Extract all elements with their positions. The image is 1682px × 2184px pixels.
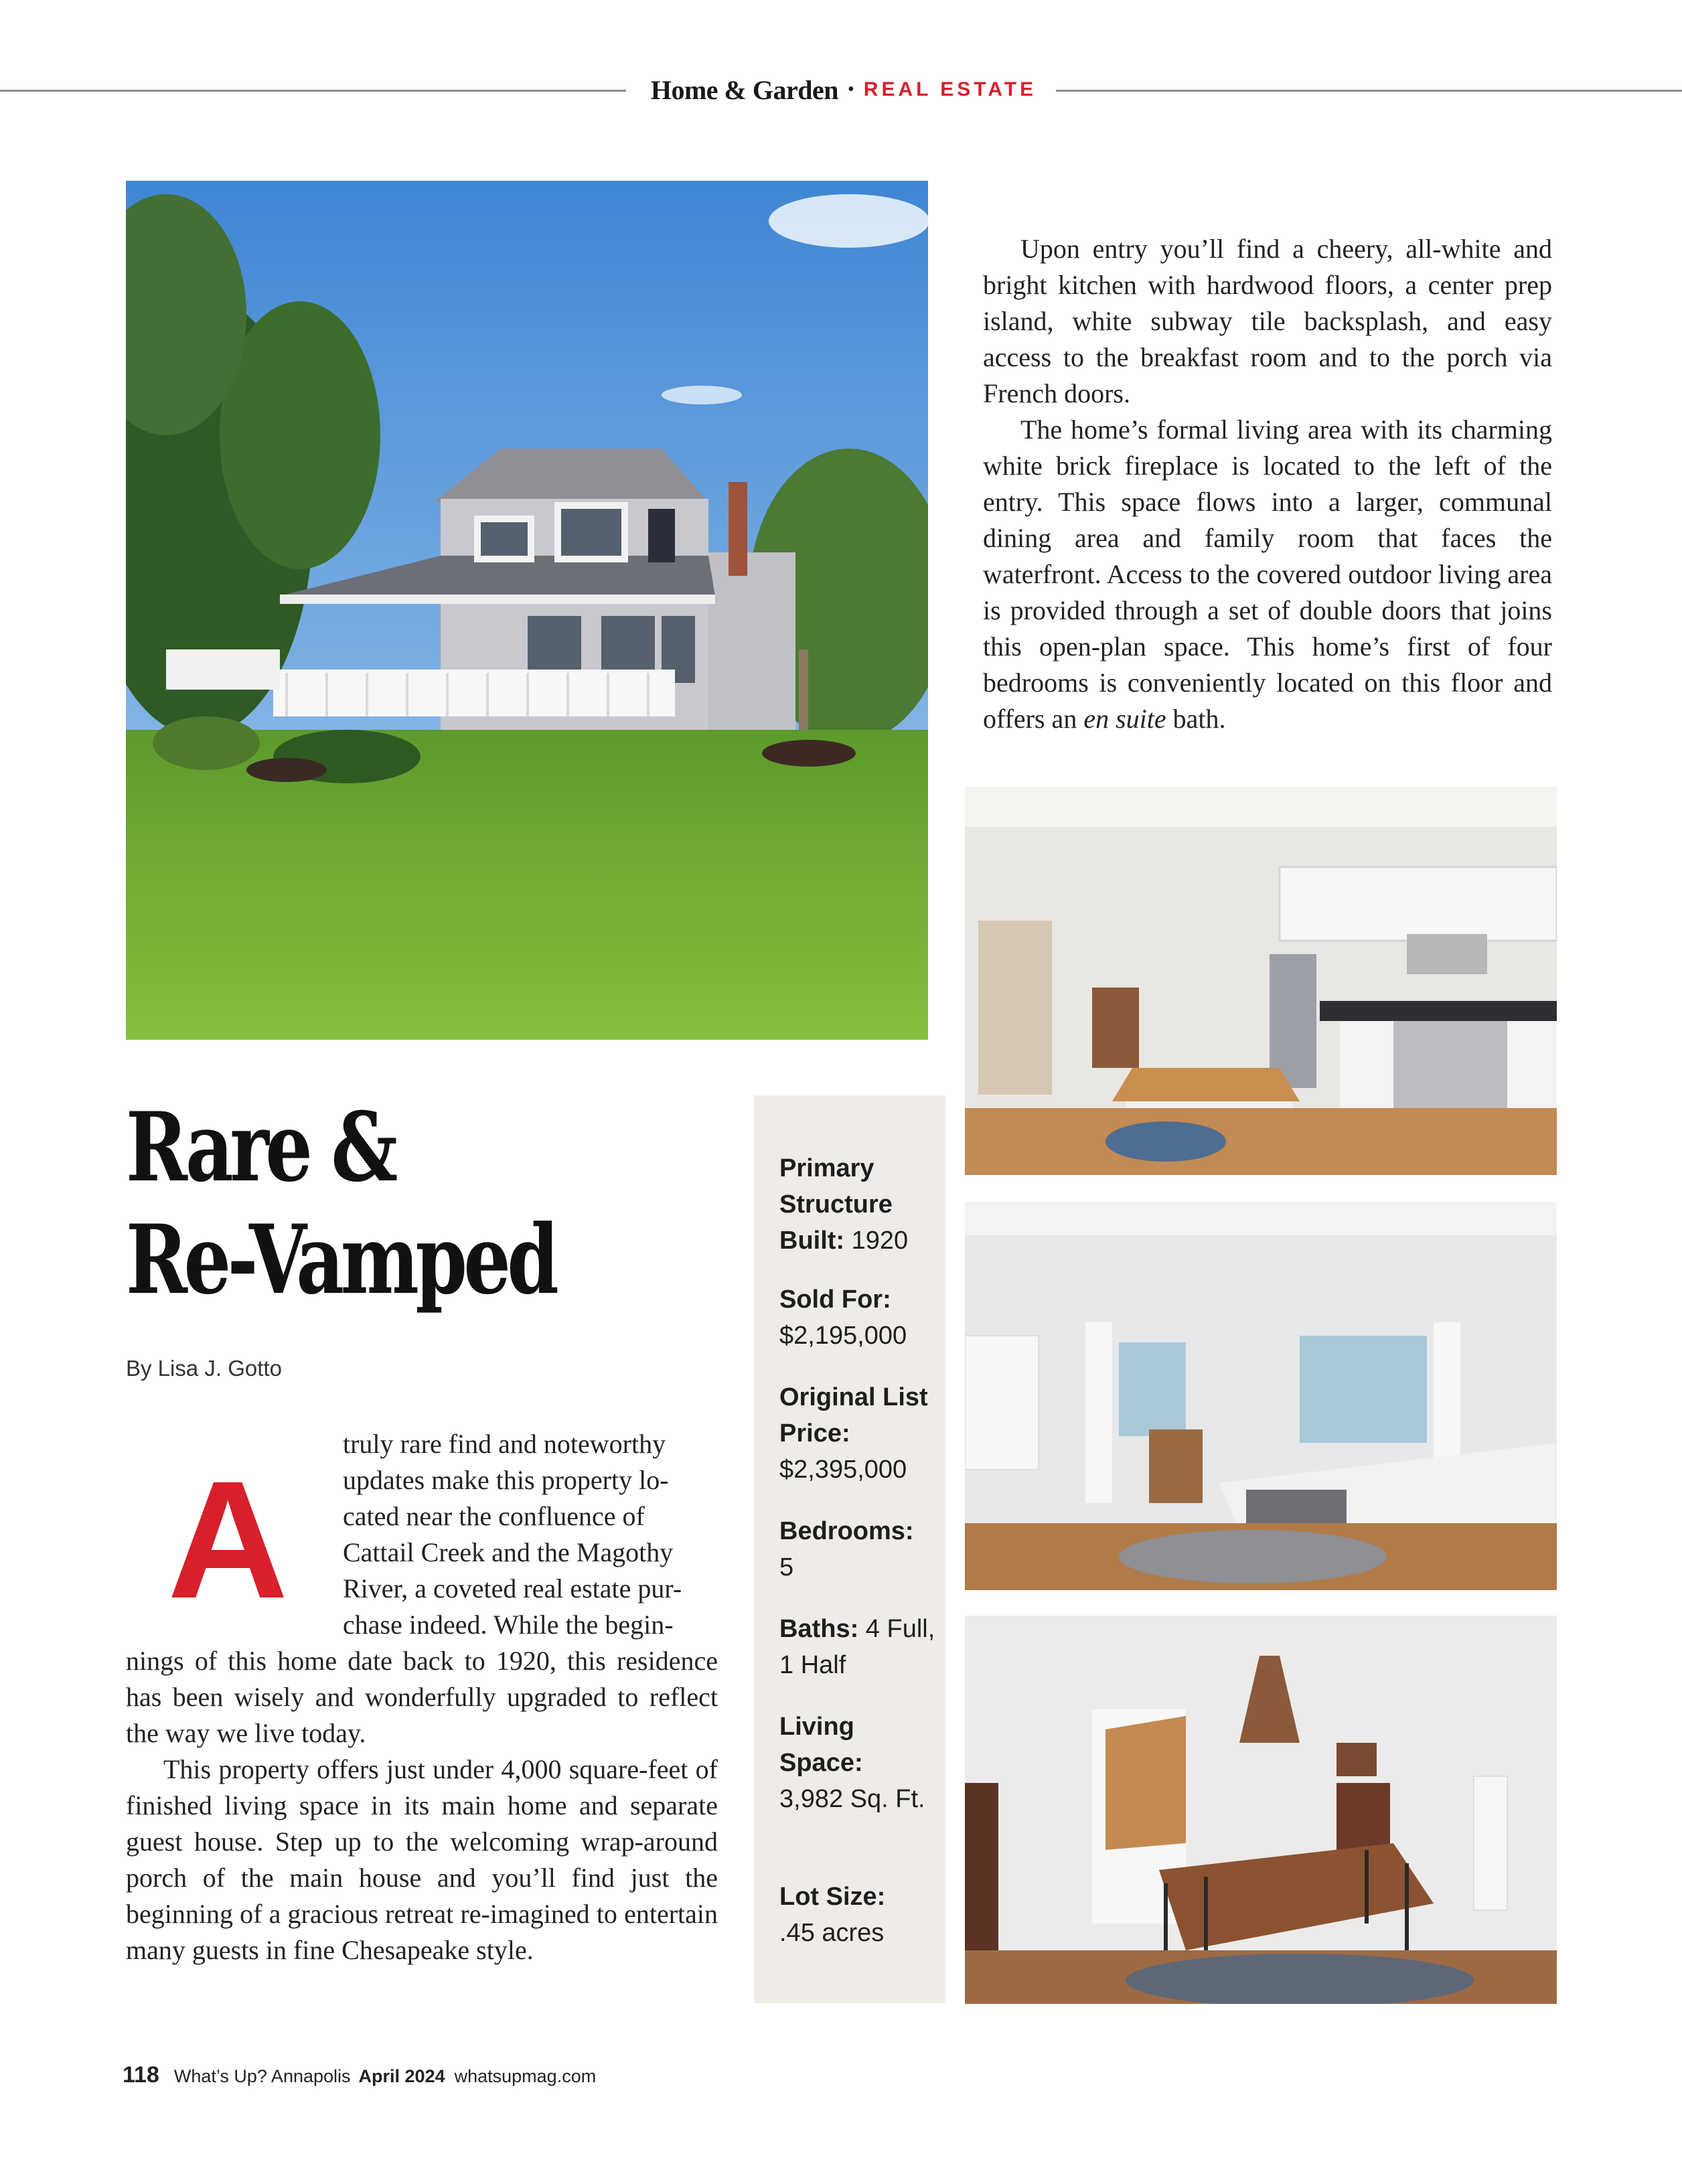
fact-label: Lot Size: [779, 1883, 886, 1911]
article-left-column [126, 1643, 718, 1968]
website-link[interactable]: whatsupmag.com [454, 2066, 597, 2086]
intro-line: Cattail Creek and the Magothy [343, 1537, 674, 1567]
issue-date: April 2024 [358, 2066, 445, 2086]
intro-line: updates make this property lo- [343, 1465, 669, 1495]
intro-line: River, a coveted real estate pur- [343, 1573, 682, 1604]
section-header [643, 70, 1045, 110]
article-text: bath. [1166, 704, 1226, 734]
drop-cap: A [167, 1446, 289, 1633]
fact-value: 3,982 Sq. Ft. [779, 1785, 925, 1813]
article-paragraph: nings of this home date back to 1920, this residence has been wisely and wonderfully upgraded to reflect the way we live today. [126, 1646, 718, 1748]
header-separator: • [847, 79, 854, 100]
fact-value: .45 acres [779, 1919, 885, 1947]
article-paragraph [983, 412, 1552, 737]
bedroom-photo [965, 1202, 1557, 1590]
intro-wrap-lines [343, 1426, 718, 1643]
kitchen-photo [965, 787, 1557, 1175]
fact-label: Original List Price: [779, 1383, 928, 1448]
fact-sold-for [779, 1281, 940, 1354]
fact-label: Bedrooms: [779, 1517, 914, 1545]
fact-value: $2,195,000 [779, 1322, 907, 1350]
header-rule-left [0, 90, 626, 92]
fact-label: Primary Structure Built: [779, 1154, 893, 1255]
fact-label: Sold For: [779, 1285, 891, 1314]
fact-label: Baths: [779, 1615, 859, 1643]
fact-list-price [779, 1379, 940, 1488]
intro-line: cated near the confluence of [343, 1501, 645, 1531]
fact-value: 5 [779, 1553, 794, 1581]
publication-name: What’s Up? Annapolis [173, 2066, 351, 2086]
headline-line: Rare & [126, 1092, 394, 1203]
fact-value: 1920 [851, 1227, 909, 1255]
page-footer [123, 2062, 596, 2088]
fact-bedrooms [779, 1513, 940, 1585]
property-fact-box [754, 1095, 945, 2003]
article-text: The home’s formal living area with its charming white brick fireplace is located to the left of the entry. This space flows into a larger, communal dining area and family room that faces the waterfront. Access to the covered outdoor living area is provided through a set of double doors that joins this open-plan space. This home’s first of four bedrooms is conveniently located on this floor and offers an [983, 414, 1552, 734]
page-number: 118 [123, 2062, 159, 2088]
headline-line: Re-Vamped [126, 1204, 556, 1316]
intro-line: chase indeed. While the begin- [343, 1610, 674, 1640]
article-italic-text: en suite [1083, 704, 1166, 734]
fact-lot-size [779, 1879, 940, 1951]
section-name: Home & Garden [650, 74, 838, 105]
fact-label: Living Space: [779, 1713, 863, 1777]
house-exterior-photo [126, 181, 928, 1040]
fact-value: 4 Full, 1 Half [779, 1615, 935, 1679]
article-right-column [983, 231, 1552, 737]
fact-built [779, 1150, 940, 1259]
fact-baths [779, 1611, 940, 1683]
fact-value: $2,395,000 [779, 1456, 907, 1484]
fact-living-space [779, 1709, 940, 1817]
header-rule-right [1056, 90, 1682, 92]
dining-room-photo [965, 1616, 1557, 2004]
article-paragraph: Upon entry you’ll find a cheery, all-white and bright kitchen with hardwood floors, a center prep island, white subway tile backsplash, and easy access to the breakfast room and to the porch via French doors. [983, 234, 1552, 408]
byline: By Lisa J. Gotto [126, 1356, 282, 1381]
article-headline [126, 1091, 596, 1316]
section-category: REAL ESTATE [863, 78, 1037, 100]
intro-line: truly rare find and noteworthy [343, 1429, 666, 1459]
article-paragraph: This property offers just under 4,000 square-feet of finished living space in its main home and separate guest house. Step up to the welcoming wrap-around porch of the main house and you’ll find just the beginning of a gracious retreat re-imagined to entertain many guests in fine Chesapeake style. [126, 1754, 718, 1965]
